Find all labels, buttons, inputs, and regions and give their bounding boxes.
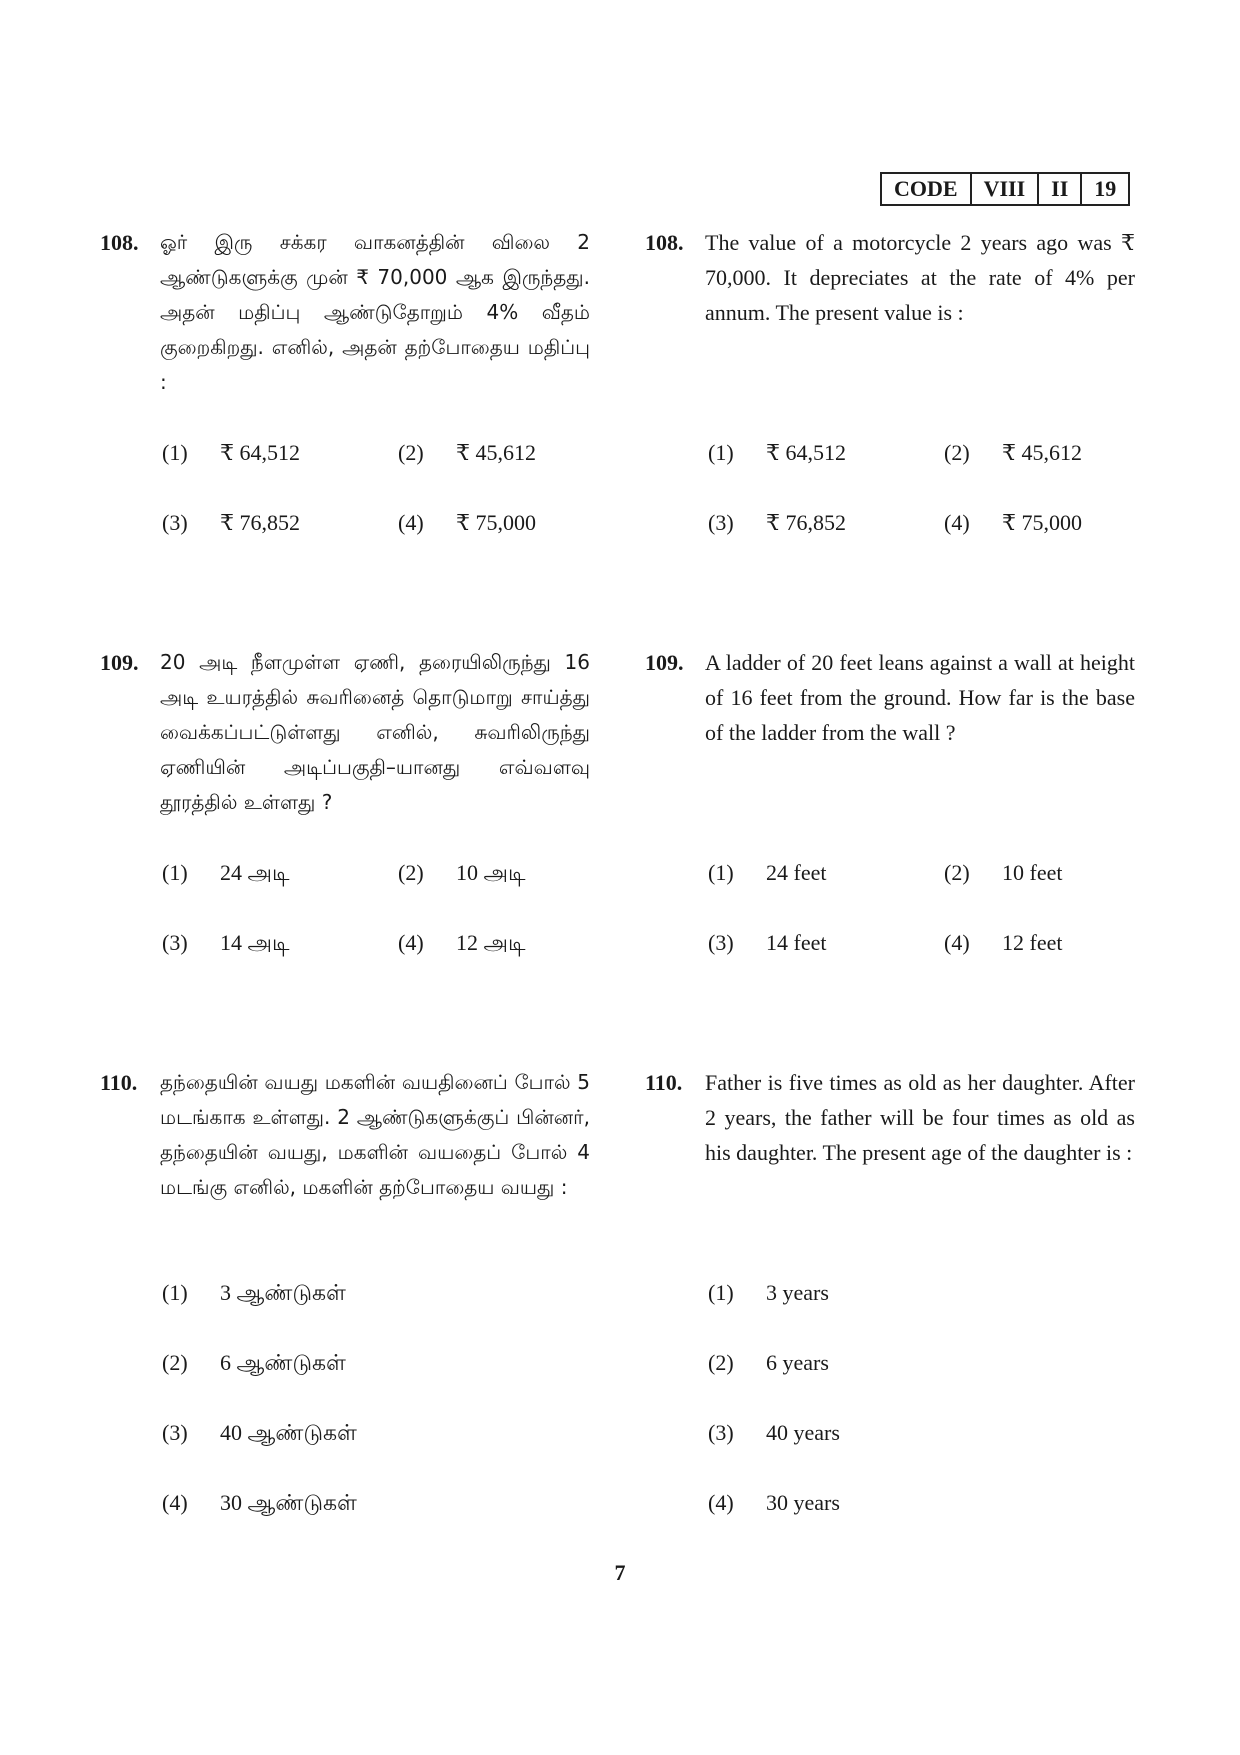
option (944, 440, 1082, 466)
option-value: 12 feet (1002, 930, 1063, 955)
option-number: (1) (162, 440, 188, 465)
option-number: (3) (162, 510, 188, 535)
code-year: 19 (1080, 174, 1128, 204)
option-value: 12 அடி (456, 930, 526, 955)
option-value: 10 அடி (456, 860, 526, 885)
option-number: (2) (398, 860, 424, 885)
option-number: (3) (708, 1420, 734, 1445)
option-number: (3) (708, 930, 734, 955)
option-value: ₹ 75,000 (1002, 510, 1082, 535)
option-value: 6 years (766, 1350, 829, 1375)
question-108-tamil (100, 225, 590, 400)
option-number: (4) (944, 930, 970, 955)
option (162, 1420, 357, 1449)
question-text-english: A ladder of 20 feet leans against a wall at height of 16 feet from the ground. How far is the base of the ladder from the wall ? (705, 650, 1135, 745)
code-box (880, 172, 1130, 206)
option (944, 860, 1062, 886)
page-number: 7 (614, 1560, 626, 1585)
option (162, 1490, 357, 1519)
option-number: (2) (162, 1350, 188, 1375)
option-number: (3) (162, 1420, 188, 1445)
option-number: (1) (708, 1280, 734, 1305)
option (708, 1490, 840, 1516)
option (162, 1350, 346, 1379)
option-number: (2) (708, 1350, 734, 1375)
option-value: 30 years (766, 1490, 840, 1515)
option-number: (4) (162, 1490, 188, 1515)
option-number: (1) (162, 1280, 188, 1305)
option (162, 860, 289, 889)
code-label: CODE (894, 176, 958, 201)
option-number: (2) (944, 860, 970, 885)
option-value: 3 years (766, 1280, 829, 1305)
option-number: (2) (944, 440, 970, 465)
option-number: (4) (944, 510, 970, 535)
option-value: 40 years (766, 1420, 840, 1445)
option-value: 24 feet (766, 860, 827, 885)
option-value: ₹ 76,852 (766, 510, 846, 535)
option-number: (3) (162, 930, 188, 955)
question-109-tamil (100, 645, 590, 820)
question-number: 109. (100, 650, 139, 675)
option-number: (1) (162, 860, 188, 885)
option (708, 1280, 829, 1306)
option-number: (2) (398, 440, 424, 465)
question-number: 109. (645, 650, 684, 675)
option-value: 14 அடி (220, 930, 290, 955)
option-value: 3 ஆண்டுகள் (220, 1280, 346, 1305)
question-number: 108. (100, 230, 139, 255)
question-text-tamil: ஓர் இரு சக்கர வாகனத்தின் விலை 2 ஆண்டுகளுக்கு முன் ₹ 70,000 ஆக இருந்தது. அதன் மதிப்பு ஆண்டுதோறும் 4% வீதம் குறைகிறது. எனில், அதன் தற்போதைய மதிப்பு : (160, 230, 590, 394)
option-value: ₹ 64,512 (220, 440, 300, 465)
option (708, 1350, 829, 1376)
option-number: (4) (398, 930, 424, 955)
code-paper: II (1037, 174, 1080, 204)
option (708, 860, 826, 886)
option-value: ₹ 75,000 (456, 510, 536, 535)
option-value: ₹ 76,852 (220, 510, 300, 535)
question-text-tamil: தந்தையின் வயது மகளின் வயதினைப் போல் 5 மடங்காக உள்ளது. 2 ஆண்டுகளுக்குப் பின்னர், தந்தையின் வயது, மகளின் வயதைப் போல் 4 மடங்கு எனில், மகளின் தற்போதைய வயது : (160, 1070, 590, 1199)
question-108-english (645, 225, 1135, 330)
option (944, 510, 1082, 536)
question-110-english (645, 1065, 1135, 1170)
option-number: (1) (708, 860, 734, 885)
question-text-english: Father is five times as old as her daughter. After 2 years, the father will be four times as old as his daughter. The present age of the daughter is : (705, 1070, 1135, 1165)
option-number: (4) (398, 510, 424, 535)
option-value: 30 ஆண்டுகள் (220, 1490, 357, 1515)
option (162, 1280, 346, 1309)
option-value: 6 ஆண்டுகள் (220, 1350, 346, 1375)
option-value: ₹ 64,512 (766, 440, 846, 465)
option (398, 440, 536, 466)
option (398, 860, 525, 889)
option (162, 440, 300, 466)
option-number: (3) (708, 510, 734, 535)
option (944, 930, 1062, 956)
option-number: (4) (708, 1490, 734, 1515)
option (708, 510, 846, 536)
option-number: (1) (708, 440, 734, 465)
question-number: 108. (645, 230, 684, 255)
option (708, 1420, 840, 1446)
code-class: VIII (970, 174, 1038, 204)
option-value: 10 feet (1002, 860, 1063, 885)
question-number: 110. (645, 1070, 683, 1095)
option-value: 40 ஆண்டுகள் (220, 1420, 357, 1445)
question-110-tamil (100, 1065, 590, 1205)
option (708, 440, 846, 466)
option-value: ₹ 45,612 (1002, 440, 1082, 465)
option-value: 14 feet (766, 930, 827, 955)
option (398, 510, 536, 536)
option-value: ₹ 45,612 (456, 440, 536, 465)
question-text-english: The value of a motorcycle 2 years ago was ₹ 70,000. It depreciates at the rate of 4% per annum. The present value is : (705, 230, 1135, 325)
question-109-english (645, 645, 1135, 750)
option (708, 930, 826, 956)
question-number: 110. (100, 1070, 138, 1095)
option (398, 930, 525, 959)
option (162, 510, 300, 536)
option-value: 24 அடி (220, 860, 290, 885)
question-text-tamil: 20 அடி நீளமுள்ள ஏணி, தரையிலிருந்து 16 அடி உயரத்தில் சுவரினைத் தொடுமாறு சாய்த்து வைக்கப்பட்டுள்ளது எனில், சுவரிலிருந்து ஏணியின் அடிப்பகுதி–யானது எவ்வளவு தூரத்தில் உள்ளது ? (160, 650, 590, 814)
option (162, 930, 289, 959)
